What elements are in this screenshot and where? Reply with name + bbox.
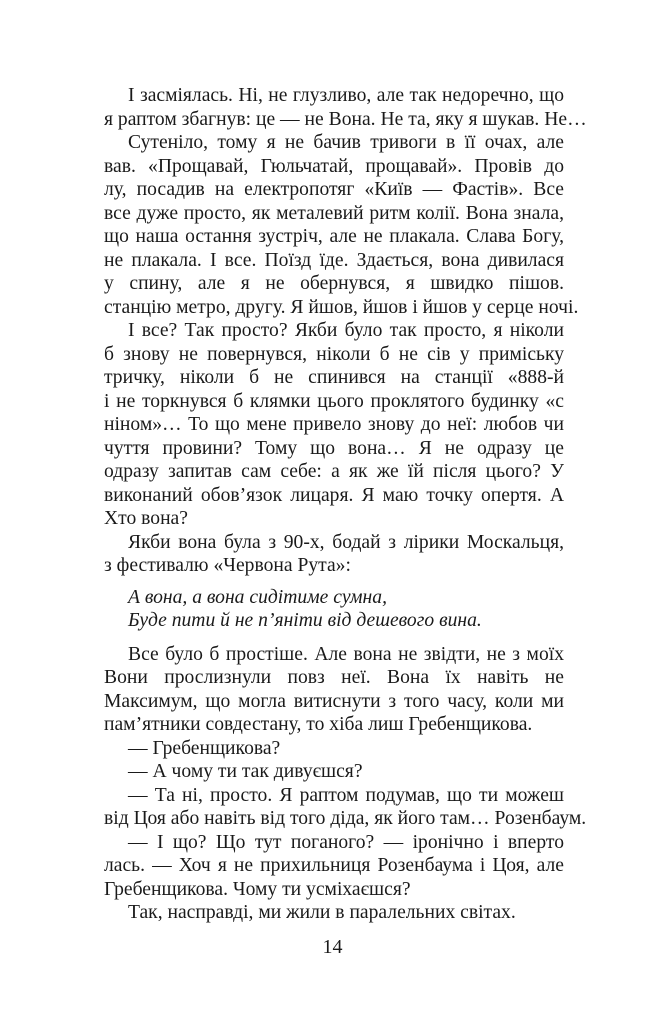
spacer	[104, 633, 564, 643]
verse-line: Буде пити й не п’яніти від дешевого вина.	[128, 610, 482, 631]
text-line: я раптом збагнув: це — не Вона. Не та, яку я шукав. Не…	[104, 108, 587, 130]
text-line: Гребенщикова. Чому ти усміхаєшся?	[104, 878, 411, 900]
text-line: пам’ятники совдестану, то хіба лиш Гребенщикова.	[104, 714, 533, 735]
text-line: тричку, ніколи б не спинився на станції «888-й	[104, 367, 564, 388]
text-line: Максимум, що могла витиснути з того часу, коли ми	[104, 690, 564, 712]
text-line: вав. «Прощавай, Гюльчатай, прощавай». Провів до	[104, 155, 564, 177]
text-line: виконаний обов’язок лицаря. Я маю точку опертя. А	[104, 484, 564, 506]
text-line: лу, посадив на електропотяг «Київ — Фастів». Все	[104, 179, 564, 200]
page-number: 14	[322, 936, 343, 958]
text-line: з фестивалю «Червона Рута»:	[104, 555, 351, 576]
text-line: І все? Так просто? Якби було так просто, я ніколи	[128, 320, 564, 341]
text-line: Все було б простіше. Але вона не звідти, не з моїх	[128, 643, 564, 665]
text-line: лась. — Хоч я не прихильниця Розенбаума і Цоя, але	[104, 855, 564, 876]
text-line: Вони прослизнули повз неї. Вона їх навіть не	[104, 667, 564, 688]
text-line: ніном»… То що мене привело знову до неї: любов чи	[104, 414, 564, 435]
verse-line: А вона, а вона сидітиме сумна,	[128, 586, 387, 608]
text-line: від Цоя або навіть від того діда, як його там… Розенбаум.	[104, 808, 587, 829]
page-body-text	[104, 84, 587, 925]
spacer	[104, 578, 564, 586]
text-line: одразу запитав сам себе: а як же їй після цього? У	[104, 461, 564, 482]
text-line: — Гребенщикова?	[128, 737, 281, 759]
text-line: Так, насправді, ми жили в паралельних світах.	[128, 902, 516, 923]
text-line: чуття провини? Тому що вона… Я не одразу це	[104, 437, 564, 459]
text-line: б знову не повернувся, ніколи б не сів у приміську	[104, 343, 564, 365]
text-line: у спину, але я не обернувся, я швидко пішов.	[104, 273, 564, 294]
text-line: І засміялась. Ні, не глузливо, але так недоречно, що	[128, 85, 564, 106]
text-line: — Та ні, просто. Я раптом подумав, що ти можеш	[128, 784, 564, 806]
text-line: Хто вона?	[104, 508, 188, 529]
text-line: Якби вона була з 90-х, бодай з лірики Москальця,	[128, 531, 564, 553]
text-line: не плакала. І все. Поїзд їде. Здається, вона дивилася	[104, 249, 564, 271]
text-line: що наша остання зустріч, але не плакала. Слава Богу,	[104, 226, 564, 247]
text-line: все дуже просто, як металевий ритм колії. Вона знала,	[104, 202, 564, 224]
text-line: і не торкнувся б клямки цього проклятого будинку «с	[104, 390, 564, 412]
text-line: станцію метро, другу. Я йшов, йшов і йшов у серце ночі.	[104, 296, 579, 318]
text-line: Сутеніло, тому я не бачив тривоги в її очах, але	[128, 132, 564, 153]
text-line: — А чому ти так дивуєшся?	[128, 761, 363, 782]
text-line: — І що? Що тут поганого? — іронічно і вперто	[128, 831, 564, 853]
